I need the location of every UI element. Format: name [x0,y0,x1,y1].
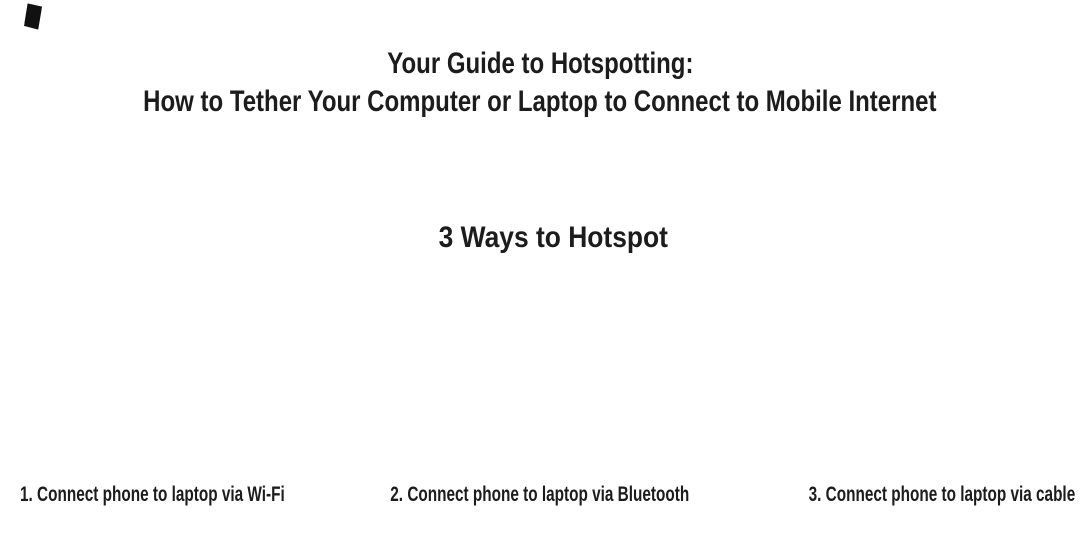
corner-mark [24,3,43,30]
section-heading-label: 3 Ways to Hotspot [438,221,668,254]
title-line-1: Your Guide to Hotspotting: [386,47,694,80]
step-caption-2-label: 2. Connect phone to laptop via Bluetooth [390,483,690,506]
step-caption-1-label: 1. Connect phone to laptop via Wi-Fi [20,483,285,506]
step-caption-3 [710,481,1075,509]
step-caption-3-label: 3. Connect phone to laptop via cable [808,483,1075,506]
section-heading [13,220,1080,256]
page-title [0,45,1080,121]
title-line-2: How to Tether Your Computer or Laptop to Connect to Mobile Internet [143,85,937,118]
